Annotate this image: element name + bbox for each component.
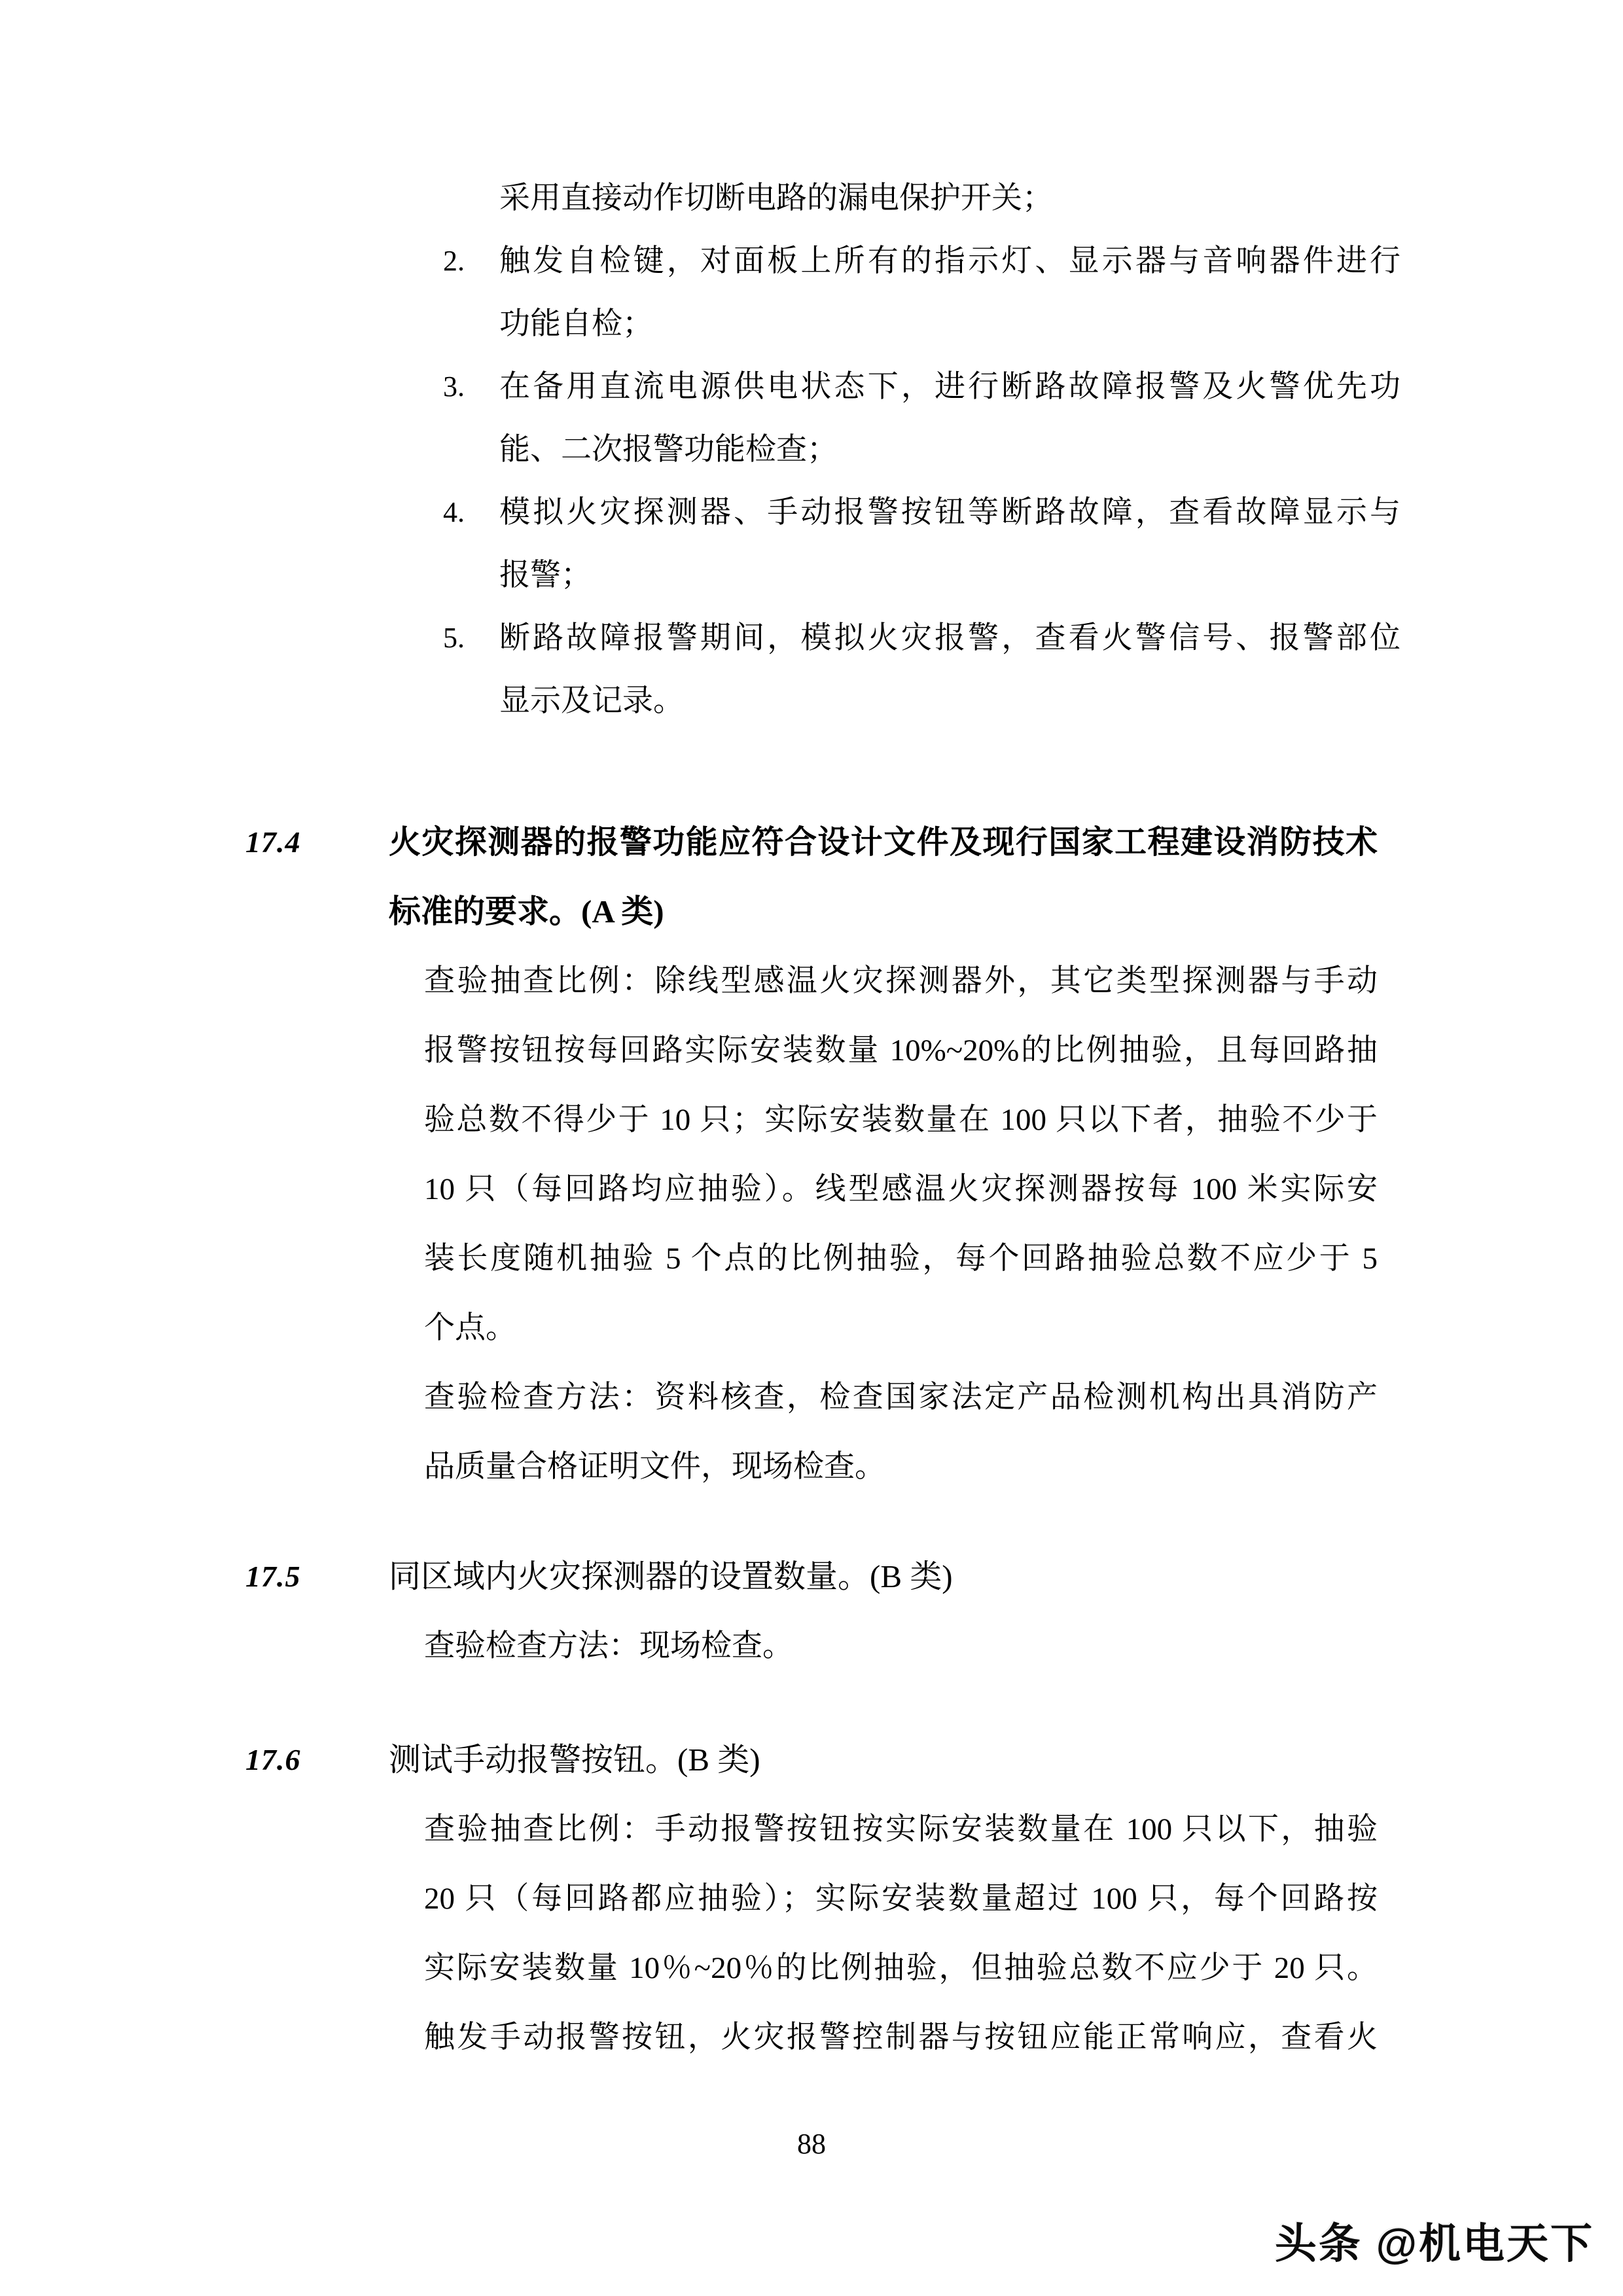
section-body-line: 查验抽查比例：手动报警按钮按实际安装数量在 100 只以下，抽验	[424, 1812, 1378, 1846]
page-number: 88	[797, 2128, 826, 2160]
section-17-5	[245, 1542, 1400, 1681]
section-body-line: 10 只（每回路均应抽验）。线型感温火灾探测器按每 100 米实际安	[424, 1172, 1378, 1206]
section-body-line: 20 只（每回路都应抽验）；实际安装数量超过 100 只，每个回路按	[424, 1882, 1378, 1916]
section-body-line: 个点。	[424, 1311, 516, 1345]
section-body-line: 验总数不得少于 10 只；实际安装数量在 100 只以下者，抽验不少于	[424, 1103, 1378, 1137]
section-body	[424, 1611, 1378, 1681]
list-item	[443, 230, 1400, 355]
list-item-number: 2.	[443, 245, 465, 277]
list-item-lines	[499, 167, 1400, 230]
list-item-line: 功能自检；	[499, 307, 653, 341]
numbered-list	[443, 167, 1400, 732]
section-number: 17.6	[245, 1743, 301, 1776]
section-heading-line: 测试手动报警按钮。(B 类)	[389, 1742, 760, 1778]
list-item	[443, 481, 1400, 607]
section-body-line: 装长度随机抽验 5 个点的比例抽验，每个回路抽验总数不应少于 5	[424, 1242, 1378, 1276]
section-number: 17.4	[245, 825, 301, 859]
section-body-line: 触发手动报警按钮，火灾报警控制器与按钮应能正常响应，查看火	[424, 2020, 1378, 2054]
section-body	[424, 946, 1378, 1501]
section-body-line: 品质量合格证明文件，现场检查。	[424, 1450, 885, 1484]
list-item	[443, 607, 1400, 732]
list-item	[443, 355, 1400, 481]
section-number: 17.5	[245, 1560, 301, 1593]
section-heading	[389, 1725, 1378, 1795]
section-body-line: 报警按钮按每回路实际安装数量 10%~20%的比例抽验，且每回路抽	[424, 1033, 1378, 1067]
section-heading-line: 同区域内火灾探测器的设置数量。(B 类)	[389, 1558, 953, 1594]
list-item-lines	[499, 355, 1400, 481]
section-body-line: 查验检查方法：资料核查，检查国家法定产品检测机构出具消防产	[424, 1380, 1378, 1414]
list-item-number: 4.	[443, 496, 465, 528]
section-body-line: 查验检查方法：现场检查。	[424, 1629, 793, 1663]
section-17-4	[245, 808, 1400, 1501]
list-item-number	[443, 167, 499, 230]
list-item-line: 模拟火灾探测器、手动报警按钮等断路故障，查看故障显示与	[499, 495, 1400, 529]
list-item-line: 在备用直流电源供电状态下，进行断路故障报警及火警优先功	[499, 370, 1400, 404]
list-item-line: 报警；	[499, 558, 592, 592]
list-item-number: 5.	[443, 622, 465, 654]
watermark: 头条 @机电天下	[1274, 2220, 1594, 2267]
section-body-line: 实际安装数量 10％~20％的比例抽验，但抽验总数不应少于 20 只。	[424, 1951, 1378, 1985]
section-body-line: 查验抽查比例：除线型感温火灾探测器外，其它类型探测器与手动	[424, 964, 1378, 998]
section-17-6	[245, 1725, 1400, 2072]
list-item	[443, 167, 1400, 230]
section-heading	[389, 1542, 1378, 1611]
list-item-lines	[499, 607, 1400, 732]
section-body	[424, 1795, 1378, 2072]
list-item-line: 显示及记录。	[499, 684, 684, 718]
list-item-lines	[499, 481, 1400, 607]
list-item-line: 能、二次报警功能检查；	[499, 433, 838, 467]
list-item-line: 触发自检键，对面板上所有的指示灯、显示器与音响器件进行	[499, 244, 1400, 278]
section-heading-line: 标准的要求。(A 类)	[389, 893, 664, 929]
section-heading	[389, 808, 1378, 946]
list-item-line: 断路故障报警期间，模拟火灾报警，查看火警信号、报警部位	[499, 621, 1400, 655]
list-item-lines	[499, 230, 1400, 355]
section-heading-line: 火灾探测器的报警功能应符合设计文件及现行国家工程建设消防技术	[389, 824, 1378, 860]
list-item-number: 3.	[443, 370, 465, 403]
list-item-line: 采用直接动作切断电路的漏电保护开关；	[499, 181, 1053, 215]
